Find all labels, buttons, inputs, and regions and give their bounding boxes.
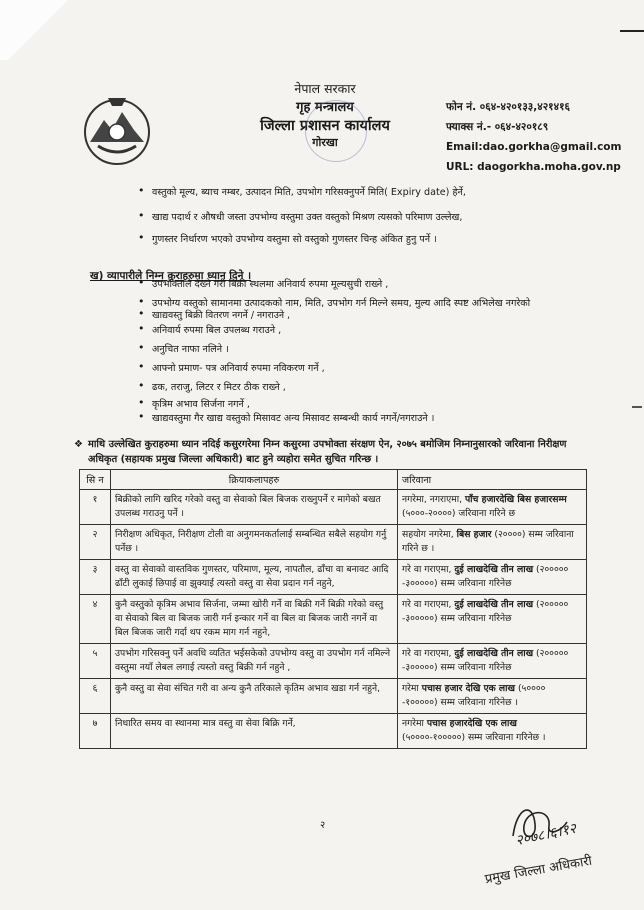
col-header-fine: जरिवाना	[398, 470, 587, 490]
row-activity: निरीक्षण अधिकृत, निरीक्षण टोली वा अनुगमनकर्तालाई सम्बन्धित सबैले सहयोग गर्नु पर्नेछ ।	[111, 525, 398, 560]
heading-ministry: गृह मन्त्रालय	[296, 100, 354, 115]
notice-paragraph	[74, 437, 586, 467]
row-serial: ६	[80, 679, 111, 714]
row-activity: निधारित समय वा स्थानमा मात्र वस्तु वा सेवा बिक्रि गर्ने,	[111, 714, 398, 749]
table-row	[80, 714, 587, 749]
fine-suffix: (५००००-१०००००) सम्म जरिवाना गरिनेछ ।	[402, 732, 546, 743]
email-address[interactable]: Email:dao.gorkha@gmail.com	[446, 141, 622, 153]
top-bullet: • गुणस्तर निर्धारण भएको उपभोग्य वस्तुमा सो वस्तुको गुणस्तर चिन्ह अंकित हुनु पर्ने ।	[152, 232, 437, 245]
phone-number: फोन नं. ०६४-४२०१३३,४२१४१६	[446, 101, 571, 113]
fine-suffix: (२००००० -३०००००) सम्म जरिवाना गरिनेछ	[402, 564, 569, 589]
fine-amount: दुई लाखदेखि तीन लाख	[454, 599, 534, 610]
row-activity: उपभोग गरिसक्नु पर्ने अवधि व्यतित भईसकेको उपभोग्य वस्तु वा उपभोग गर्न नमिल्ने वस्तुमा नयाँ लेबल लगाई त्यस्तो वस्तु बिक्री गर्न नहुने ,	[111, 644, 398, 679]
section-b-item: • उपभोग्य वस्तुको सामानमा उत्पादकको नाम, मिति, उपभोग गर्न मिल्ने समय, मुल्य आदि स्पष्ट अभिलेख नगरेको	[152, 296, 530, 309]
signature-date: २०७८।६।१२	[514, 820, 578, 850]
row-serial: ३	[80, 560, 111, 595]
fine-suffix: (५०००-२००००) जरिवाना गरिने छ	[402, 508, 516, 519]
fine-suffix: (२००००० -३०००००) सम्म जरिवाना गरिनेछ	[402, 599, 569, 624]
row-fine	[398, 644, 587, 679]
fax-number: फ्याक्स नं.- ०६४-४२०१८९	[446, 121, 549, 133]
table-row	[80, 560, 587, 595]
fine-prefix: गरे वा गराएमा,	[402, 564, 455, 575]
heading-district: गोरखा	[312, 136, 338, 149]
row-fine	[398, 679, 587, 714]
row-serial: २	[80, 525, 111, 560]
row-serial: ४	[80, 595, 111, 644]
row-activity: बिक्रीको लागि खरिद गरेको वस्तु वा सेवाको बिल बिजक राख्नुपर्ने र मागेको बखत उपलब्ध गराउनु पर्ने ।	[111, 490, 398, 525]
table-row	[80, 644, 587, 679]
section-b-item: • ढक, तराजु, लिटर र मिटर ठीक राख्ने ,	[152, 380, 286, 393]
fine-prefix: नगरेमा, नगराएमा,	[402, 494, 465, 505]
fines-table	[79, 469, 587, 749]
section-b-item: • खाद्यवस्तुमा गैर खाद्य वस्तुको मिसावट अन्य मिसावट सम्बन्धी कार्य नगर्ने/नगराउने ।	[152, 411, 434, 424]
fine-prefix: गरे वा गराएमा,	[402, 648, 455, 659]
heading-office: जिल्ला प्रशासन कार्यालय	[260, 118, 390, 134]
diamond-bullet-icon: ❖	[74, 439, 83, 450]
row-activity: कुनै वस्तुको कृत्रिम अभाव सिर्जना, जम्मा खोरी गर्ने वा बिक्री गर्ने बिक्री गरेको वस्तु वा सेवाको बिल वा बिजक जारी गर्न इन्कार गर्ने वा बिल वा बिजक जारी नगर्ने वा बिल बिजक जारी गर्दा थप रकम माग गर्न नहुने,	[111, 595, 398, 644]
notice-text: माथि उल्लेखित कुराहरुमा ध्यान नदिई कसुरगरेमा निम्न कसुरमा उपभोक्ता संरक्षण ऐन, २०७५ बमोजिम निम्नानुसारको जरिवाना निरीक्षण अधिकृत (सहायक प्रमुख जिल्ला अधिकारी) बाट हुने व्यहोरा समेत सुचित गरिन्छ ।	[88, 439, 567, 465]
row-fine	[398, 525, 587, 560]
section-b-item: • कृत्रिम अभाव सिर्जना नगर्ने ,	[152, 397, 250, 410]
contact-block	[446, 97, 621, 177]
table-row	[80, 490, 587, 525]
fine-prefix: गरे वा गराएमा,	[402, 599, 455, 610]
fine-amount: पाँच हजारदेखि बिस हजारसम्म	[464, 494, 567, 505]
fine-suffix: (५०००० -१०००००) सम्म जरिवाना गरिनेछ ।	[402, 683, 546, 708]
fine-amount: बिस हजार	[456, 529, 492, 540]
section-b-item: • उपभोक्ताले देख्ने गरी बिक्री स्थलमा अनिवार्य रुपमा मूल्यसुची राख्ने ,	[152, 277, 388, 290]
fine-prefix: नगरेमा	[402, 718, 427, 729]
table-row	[80, 595, 587, 644]
heading-government: नेपाल सरकार	[294, 81, 356, 96]
row-activity: वस्तु वा सेवाको वास्तविक गुणस्तर, परिमाण, मूल्य, नापतौल, ढाँचा वा बनावट आदि ढाँटी लुकाई छिपाई वा झुक्याई त्यस्तो वस्तु वा सेवा प्रदान गर्न नहुने,	[111, 560, 398, 595]
section-b-item: • आफ्नो प्रमाण- पत्र अनिवार्य रुपमा नविकरण गर्ने ,	[152, 361, 325, 374]
row-fine	[398, 595, 587, 644]
edge-mark-2	[632, 406, 642, 408]
table-header-row	[80, 470, 587, 490]
fine-amount: दुई लाखदेखि तीन लाख	[454, 564, 534, 575]
fine-suffix: (२००००) सम्म जरिवाना गरिने छ ।	[402, 529, 574, 554]
table-row	[80, 679, 587, 714]
section-b-item: • अनिवार्य रुपमा बिल उपलब्ध गराउने ,	[152, 323, 281, 336]
fine-suffix: (२००००० -३०००००) सम्म जरिवाना गरिनेछ	[402, 648, 569, 673]
fine-prefix: गरेमा	[402, 683, 422, 694]
row-serial: ५	[80, 644, 111, 679]
row-activity: कुनै वस्तु वा सेवा संचित गरी वा अन्य कुनै तरिकाले कृतिम अभाव खडा गर्न नहुने,	[111, 679, 398, 714]
signature-title: प्रमुख जिल्ला अधिकारी	[483, 853, 594, 888]
fine-amount: पचास हजारदेखि एक लाख	[426, 718, 517, 729]
edge-mark	[620, 30, 644, 32]
row-serial: ७	[80, 714, 111, 749]
top-bullet: • खाद्य पदार्थ र औषधी जस्ता उपभोग्य वस्तुमा उक्त वस्तुको मिश्रण त्यसको परिमाण उल्लेख,	[152, 210, 462, 223]
website-url[interactable]: URL: daogorkha.moha.gov.np	[446, 161, 621, 173]
fine-prefix: सहयोग नगरेमा,	[402, 529, 457, 540]
row-fine	[398, 560, 587, 595]
section-b-item-cont: • खाद्यवस्तु बिक्री वितरण नगर्ने / नगराउने ,	[152, 308, 290, 321]
col-header-activity: क्रियाकलापहरु	[111, 470, 398, 490]
fine-amount: पचास हजार देखि एक लाख	[421, 683, 516, 694]
page-number: २	[320, 820, 326, 831]
row-fine	[398, 714, 587, 749]
table-row	[80, 525, 587, 560]
office-seal-icon	[305, 100, 367, 162]
section-b-title: ख) व्यापारीले निम्न कुराहरुमा ध्यान दिने ।	[90, 270, 252, 282]
col-header-serial: सि न	[80, 470, 111, 490]
row-fine	[398, 490, 587, 525]
fine-amount: दुई लाखदेखि तीन लाख	[454, 648, 534, 659]
section-b-item: • अनुचित नाफा नलिने ।	[152, 342, 229, 355]
top-bullet: • वस्तुको मूल्य, ब्याच नम्बर, उत्पादन मिति, उपभोग गरिसक्नुपर्ने मिति( Expiry date) हेर्ने,	[152, 185, 466, 198]
row-serial: १	[80, 490, 111, 525]
paper-crease	[0, 0, 90, 60]
nepal-emblem-icon	[78, 90, 156, 168]
